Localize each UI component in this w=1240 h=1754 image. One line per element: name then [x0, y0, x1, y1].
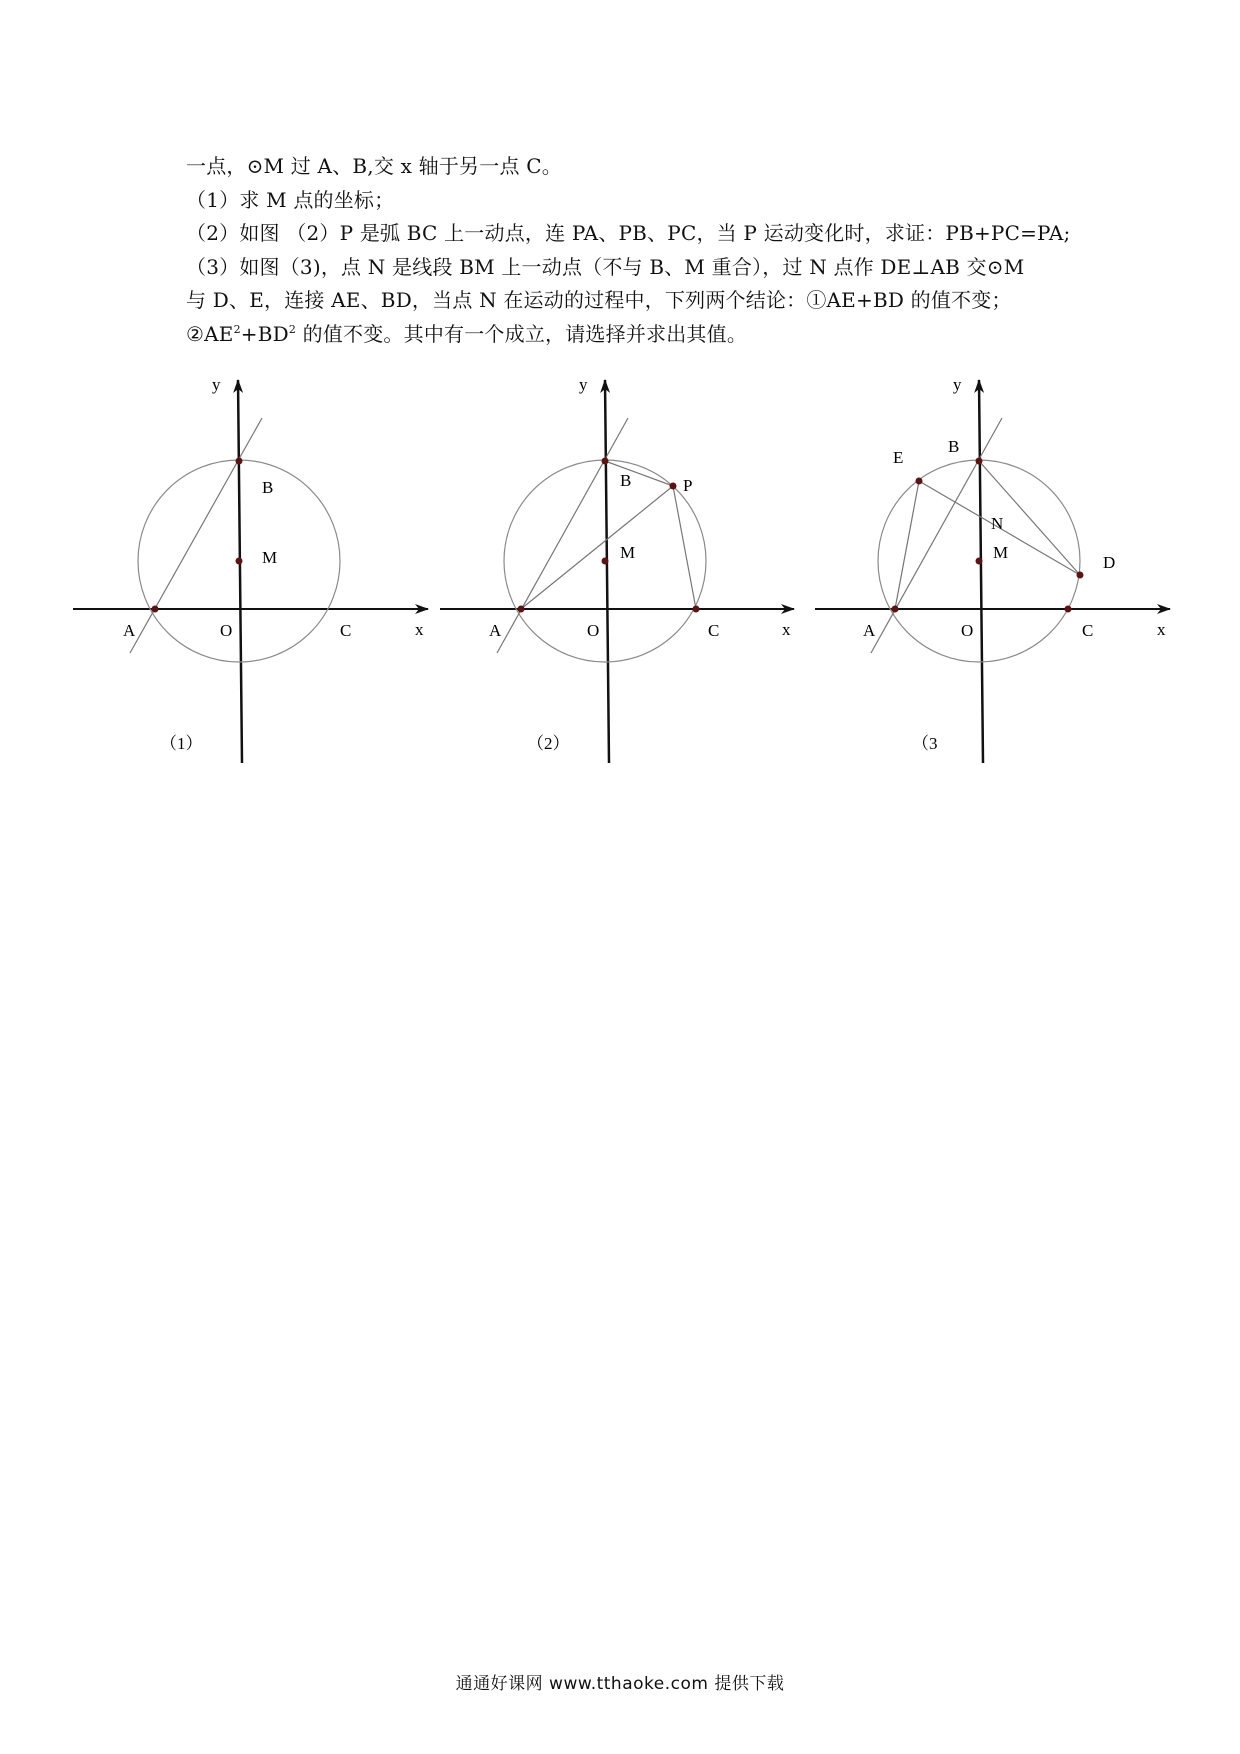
- fig2-point-m: [602, 558, 609, 565]
- fig1-label-y: y: [212, 375, 221, 394]
- fig1-label-c: C: [340, 621, 352, 640]
- fig3-point-b: [976, 458, 983, 465]
- fig1-label-x: x: [415, 620, 424, 639]
- fig2-point-b: [602, 458, 609, 465]
- fig2-line-pc: [673, 486, 696, 609]
- problem-text: [186, 150, 1071, 351]
- fig1-point-a: [152, 606, 159, 613]
- fig3-point-e: [916, 478, 923, 485]
- fig1-line-ab: [130, 418, 262, 653]
- fig2-point-a: [518, 606, 525, 613]
- fig1-y-axis: [238, 380, 242, 763]
- line6-sup2: 2: [288, 322, 297, 336]
- figure-3: [815, 375, 1170, 763]
- fig2-line-pa: [521, 486, 673, 609]
- figures-svg: [0, 370, 1240, 770]
- line6-sup1: 2: [233, 322, 241, 336]
- fig2-label-b: B: [620, 471, 632, 490]
- fig1-point-b: [236, 458, 243, 465]
- fig3-point-a: [892, 606, 899, 613]
- figure-1: [73, 375, 428, 763]
- fig3-caption: （3: [912, 734, 938, 753]
- fig3-point-d: [1077, 572, 1084, 579]
- problem-line-4: （3）如图（3)，点 N 是线段 BM 上一动点（不与 B、M 重合），过 N 点作 DE⊥AB 交⊙M: [186, 254, 1025, 279]
- fig3-label-b: B: [948, 437, 960, 456]
- line6-part1: ②AE: [186, 321, 234, 346]
- fig2-caption: （2）: [527, 734, 570, 753]
- problem-line-3: （2）如图 （2）P 是弧 BC 上一动点，连 PA、PB、PC，当 P 运动变化时，求证：PB+PC=PA;: [186, 221, 1071, 245]
- fig2-label-a: A: [489, 621, 502, 640]
- fig2-y-axis: [605, 380, 609, 763]
- line6-part2: +BD: [240, 321, 289, 346]
- problem-line-2: （1）求 M 点的坐标；: [186, 187, 395, 212]
- line6-part3: 的值不变。其中有一个成立，请选择并求出其值。: [296, 321, 748, 346]
- fig3-label-y: y: [953, 375, 962, 394]
- fig1-label-a: A: [123, 621, 136, 640]
- fig3-point-c: [1065, 606, 1072, 613]
- fig1-point-m: [236, 558, 243, 565]
- page-footer: 通通好课网 www.tthaoke.com 提供下载: [455, 1674, 785, 1694]
- fig2-label-c: C: [708, 621, 720, 640]
- fig2-point-p: [670, 483, 677, 490]
- fig3-label-c: C: [1082, 621, 1094, 640]
- fig3-label-m: M: [993, 543, 1009, 562]
- fig3-point-m: [976, 558, 983, 565]
- fig3-label-e: E: [893, 448, 904, 467]
- fig3-label-x: x: [1157, 620, 1166, 639]
- problem-line-6: [186, 318, 1066, 352]
- fig1-caption: （1）: [160, 734, 203, 753]
- fig1-label-o: O: [220, 621, 233, 640]
- figure-2: [440, 375, 794, 763]
- fig2-label-o: O: [587, 621, 600, 640]
- fig2-label-y: y: [579, 375, 588, 394]
- fig2-line-pb: [605, 461, 673, 486]
- fig1-label-b: B: [262, 478, 274, 497]
- fig2-label-x: x: [782, 620, 791, 639]
- fig2-label-m: M: [620, 543, 636, 562]
- problem-line-5: 与 D、E，连接 AE、BD，当点 N 在运动的过程中，下列两个结论：①AE+BD 的值不变；: [186, 288, 1012, 312]
- fig3-label-a: A: [863, 621, 876, 640]
- problem-line-1: 一点，⊙M 过 A、B,交 x 轴于另一点 C。: [186, 154, 562, 178]
- fig2-point-c: [693, 606, 700, 613]
- fig1-label-m: M: [262, 548, 278, 567]
- fig3-label-n: N: [991, 514, 1004, 533]
- fig3-y-axis: [979, 380, 983, 763]
- fig3-label-o: O: [961, 621, 974, 640]
- fig2-label-p: P: [683, 476, 693, 495]
- figures-row: [0, 370, 1240, 770]
- fig3-label-d: D: [1103, 553, 1116, 572]
